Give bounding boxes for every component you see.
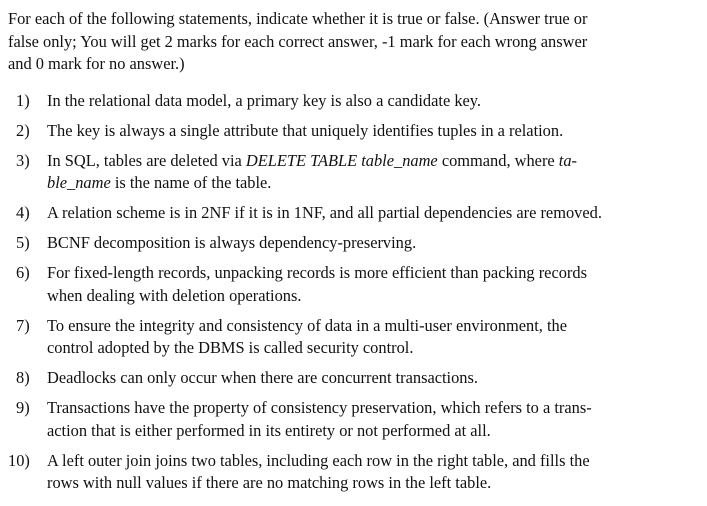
question-text-segment: In SQL, tables are deleted via (47, 150, 246, 170)
question-text (47, 90, 690, 113)
question-line: when dealing with deletion operations. (47, 285, 302, 305)
question-list (8, 90, 690, 495)
question-number: 1) (16, 90, 30, 110)
question-line (47, 150, 690, 173)
question-line: BCNF decomposition is always dependency-preserving. (47, 233, 417, 252)
question-line (47, 172, 690, 195)
question-text-segment: is the name of the table. (110, 173, 272, 192)
question-text (47, 262, 690, 307)
question-number: 5) (16, 233, 30, 252)
question-text (47, 232, 690, 255)
question-text (47, 367, 690, 390)
instructions-paragraph (8, 8, 690, 76)
question-line: control adopted by the DBMS is called security control. (47, 338, 414, 357)
question-item (8, 150, 690, 195)
question-line: Deadlocks can only occur when there are concurrent transactions. (47, 368, 478, 387)
question-item (8, 202, 690, 225)
question-line: In the relational data model, a primary key is also a candidate key. (47, 90, 482, 110)
question-text-segment: command, where (437, 150, 559, 170)
table-name-text: ble_name (47, 173, 111, 192)
question-number: 7) (16, 315, 30, 335)
question-number: 8) (16, 368, 30, 387)
question-number: 4) (16, 203, 30, 222)
question-number: 6) (16, 263, 30, 282)
question-number: 3) (16, 150, 30, 170)
document-page (8, 8, 690, 502)
question-number: 9) (16, 398, 30, 417)
question-text (47, 397, 690, 442)
table-name-text: ta- (558, 150, 578, 170)
question-line: To ensure the integrity and consistency of data in a multi-user environment, the (47, 315, 568, 335)
question-number: 2) (16, 120, 30, 140)
question-number: 10) (8, 450, 30, 470)
question-line: rows with null values if there are no matching rows in the left table. (47, 473, 492, 492)
question-line: A left outer join joins two tables, including each row in the right table, and fills the (47, 450, 590, 470)
instructions-line: and 0 mark for no answer.) (8, 54, 185, 73)
question-text (47, 202, 690, 225)
sql-command-text: DELETE TABLE table_name (245, 150, 438, 170)
question-line: Transactions have the property of consistency preservation, which refers to a trans- (47, 398, 592, 417)
question-line: A relation scheme is in 2NF if it is in 1NF, and all partial dependencies are removed. (47, 203, 602, 222)
question-text (47, 120, 690, 143)
question-text (47, 150, 690, 195)
question-item (8, 397, 690, 442)
question-item (8, 232, 690, 255)
question-line: The key is always a single attribute that uniquely identifies tuples in a relation. (47, 120, 564, 140)
question-line: action that is either performed in its entirety or not performed at all. (47, 420, 491, 440)
question-text (47, 450, 690, 495)
question-item (8, 315, 690, 360)
instructions-line: For each of the following statements, indicate whether it is true or false. (Answer true or (8, 9, 588, 28)
question-item (8, 367, 690, 390)
question-item (8, 450, 690, 495)
question-item (8, 120, 690, 143)
question-item (8, 90, 690, 113)
question-item (8, 262, 690, 307)
question-line: For fixed-length records, unpacking records is more efficient than packing records (47, 263, 587, 282)
instructions-line: false only; You will get 2 marks for each correct answer, -1 mark for each wrong answer (8, 31, 588, 51)
question-text (47, 315, 690, 360)
